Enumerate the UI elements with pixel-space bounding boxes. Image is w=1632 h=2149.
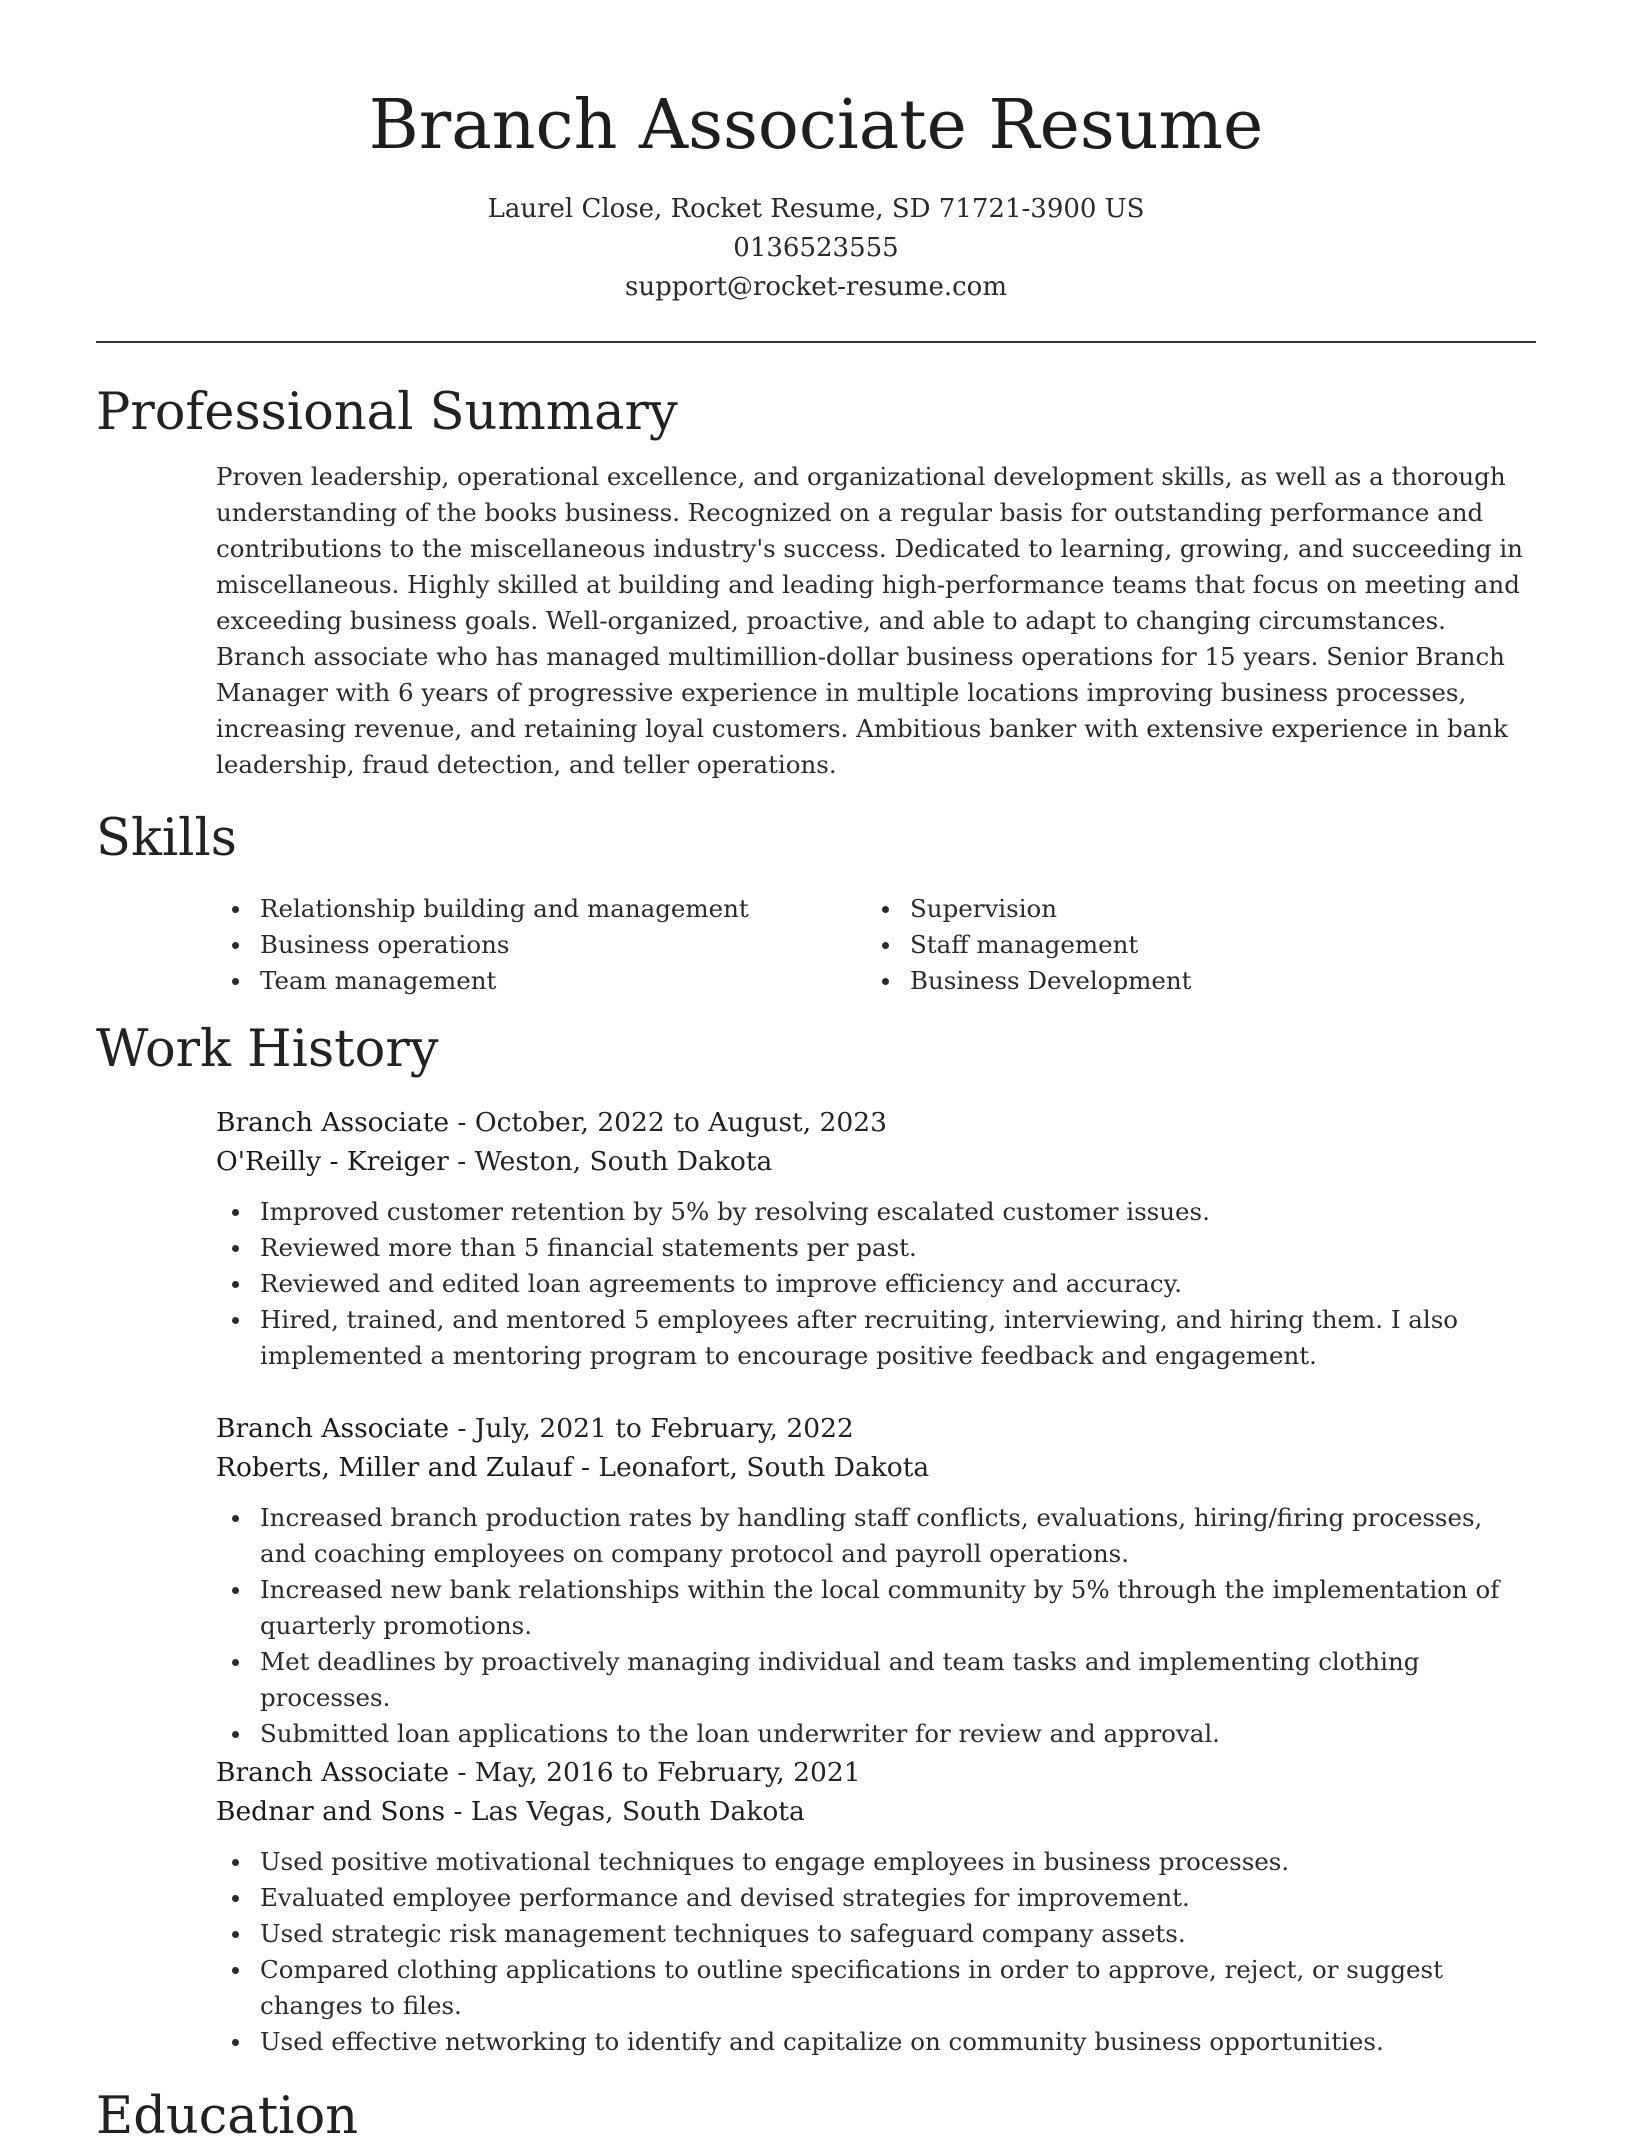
duty-item: Increased new bank relationships within the local community by 5% through the implementation of quarterly promotions. (216, 1572, 1536, 1644)
contact-info (0, 190, 1632, 307)
skill-item: Business operations (216, 927, 856, 963)
section-heading-skills: Skills (96, 809, 237, 868)
job-company: O'Reilly - Kreiger (216, 1146, 449, 1177)
job-title-line: Branch Associate - October, 2022 to August, 2023 (216, 1107, 887, 1138)
job-location: Weston, South Dakota (474, 1146, 773, 1177)
job-dates: October, 2022 to August, 2023 (474, 1107, 887, 1138)
duty-item: Evaluated employee performance and devised strategies for improvement. (216, 1880, 1536, 1916)
job-company-line: Bednar and Sons - Las Vegas, South Dakota (216, 1796, 805, 1827)
job-duties (216, 1844, 1536, 2060)
duty-item: Compared clothing applications to outline specifications in order to approve, reject, or suggest changes to files. (216, 1952, 1536, 2024)
duty-item: Met deadlines by proactively managing individual and team tasks and implementing clothing processes. (216, 1644, 1536, 1716)
job-entry (216, 1409, 1536, 1752)
duty-item: Reviewed and edited loan agreements to improve efficiency and accuracy. (216, 1266, 1536, 1302)
job-company: Roberts, Miller and Zulauf (216, 1452, 573, 1483)
duty-item: Used positive motivational techniques to engage employees in business processes. (216, 1844, 1536, 1880)
duty-item: Used effective networking to identify and capitalize on community business opportunities. (216, 2024, 1536, 2060)
contact-email: support@rocket-resume.com (624, 272, 1007, 302)
page-title: Branch Associate Resume (368, 86, 1264, 165)
skill-item: Relationship building and management (216, 891, 856, 927)
job-location: Las Vegas, South Dakota (470, 1796, 805, 1827)
skills-list-left (216, 891, 856, 999)
skill-item: Business Development (866, 963, 1506, 999)
section-heading-education: Education (96, 2087, 359, 2146)
job-title-line: Branch Associate - July, 2021 to February, 2022 (216, 1413, 854, 1444)
duty-item: Increased branch production rates by handling staff conflicts, evaluations, hiring/firing processes, and coaching employees on company protocol and payroll operations. (216, 1500, 1536, 1572)
job-entry (216, 1103, 1536, 1374)
job-title-line: Branch Associate - May, 2016 to February, 2021 (216, 1757, 861, 1788)
contact-phone: 0136523555 (733, 233, 899, 263)
job-duties (216, 1194, 1536, 1374)
summary-text: Proven leadership, operational excellence, and organizational development skills, as well as a thorough understanding of the books business. Recognized on a regular basis for outstanding performance and contributions to the miscellaneous industry's success. Dedicated to learning, growing, and succeeding in miscellaneous. Highly skilled at building and leading high-performance teams that focus on meeting and exceeding business goals. Well-organized, proactive, and able to adapt to changing circumstances. Branch associate who has managed multimillion-dollar business operations for 15 years. Senior Branch Manager with 6 years of progressive experience in multiple locations improving business processes, increasing revenue, and retaining loyal customers. Ambitious banker with extensive experience in bank leadership, fraud detection, and teller operations. (216, 462, 1523, 779)
job-location: Leonafort, South Dakota (598, 1452, 930, 1483)
duty-item: Reviewed more than 5 financial statements per past. (216, 1230, 1536, 1266)
job-company: Bednar and Sons (216, 1796, 446, 1827)
duty-item: Improved customer retention by 5% by resolving escalated customer issues. (216, 1194, 1536, 1230)
job-role: Branch Associate (216, 1757, 450, 1788)
duty-item: Hired, trained, and mentored 5 employees after recruiting, interviewing, and hiring them. I also implemented a mentoring program to encourage positive feedback and engagement. (216, 1302, 1536, 1374)
skill-item: Staff management (866, 927, 1506, 963)
section-heading-summary: Professional Summary (96, 383, 678, 442)
skill-item: Supervision (866, 891, 1506, 927)
job-company-line: O'Reilly - Kreiger - Weston, South Dakota (216, 1146, 773, 1177)
job-dates: July, 2021 to February, 2022 (474, 1413, 854, 1444)
header-divider (96, 341, 1536, 343)
job-duties (216, 1500, 1536, 1752)
contact-address: Laurel Close, Rocket Resume, SD 71721-3900 US (487, 194, 1145, 224)
duty-item: Used strategic risk management techniques to safeguard company assets. (216, 1916, 1536, 1952)
job-role: Branch Associate (216, 1413, 450, 1444)
skills-list-right (866, 891, 1506, 999)
job-entry (216, 1753, 1536, 2060)
section-heading-work-history: Work History (96, 1020, 439, 1079)
job-role: Branch Associate (216, 1107, 450, 1138)
job-company-line: Roberts, Miller and Zulauf - Leonafort, South Dakota (216, 1452, 930, 1483)
duty-item: Submitted loan applications to the loan underwriter for review and approval. (216, 1716, 1536, 1752)
skill-item: Team management (216, 963, 856, 999)
job-dates: May, 2016 to February, 2021 (474, 1757, 861, 1788)
